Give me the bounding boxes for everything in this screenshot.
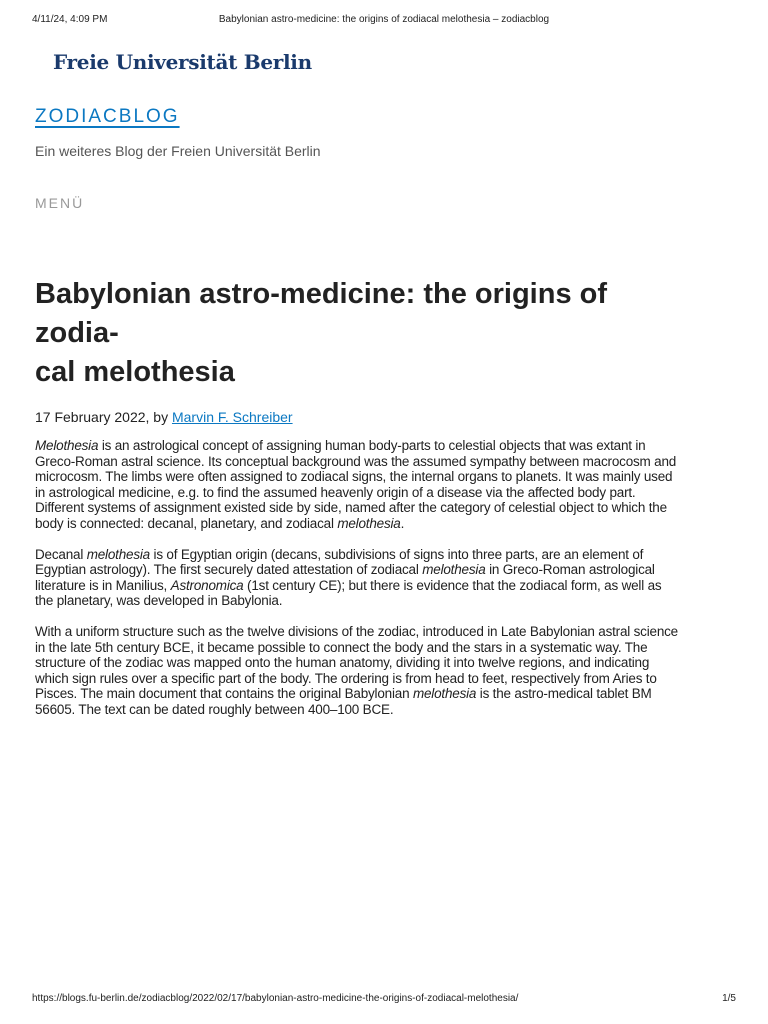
text: is of Egyptian origin (decans, subdivisions of signs into three parts, are an element of Egyptian astrology). The first securely dated attestation of zodiacal <box>35 546 644 578</box>
text: Decanal <box>35 546 87 562</box>
emphasis: melothesia <box>412 686 477 702</box>
post-title <box>35 275 685 392</box>
paragraph-1 <box>35 438 683 532</box>
site-title-link[interactable]: ZODIACBLOG <box>35 106 180 127</box>
post-title-line-2: cal melothesia <box>35 356 235 388</box>
site-tagline: Ein weiteres Blog der Freien Universität Berlin <box>35 143 321 159</box>
post-date: 17 February 2022, by <box>35 409 172 425</box>
text: With a uniform structure such as the twelve divisions of the zodiac, introduced in Late Babylonian astral science in the late 5th century BCE, it became possible to connect the body and the stars in a systematic way. The structure of the zodiac was mapped onto the human anatomy, dividing it into twelve regions, and indicating which sign rules over a specific part of the body. The ordering is from head to feet, respectively from Aries to Pisces. The main document that contains the original Babylonian <box>35 623 678 702</box>
print-url: https://blogs.fu-berlin.de/zodiacblog/2022/02/17/babylonian-astro-medicine-the-origins-of-zodiacal-melothesia/ <box>32 993 519 1004</box>
emphasis: melothesia <box>422 562 486 578</box>
post-title-line-1: Babylonian astro-medicine: the origins of zodia- <box>35 278 608 349</box>
text: (1st century CE); but there is evidence that the zodiacal form, as well as the planetary, was developed in Babylonia. <box>35 577 662 609</box>
emphasis: melothesia <box>86 546 150 562</box>
post-meta <box>35 409 293 425</box>
emphasis: melothesia <box>337 515 401 531</box>
menu-toggle-button[interactable]: MENÜ <box>35 195 85 211</box>
emphasis: Astronomica <box>170 577 244 593</box>
text: is the astro-medical tablet BM 56605. The text can be dated roughly between 400–100 BCE. <box>35 686 652 717</box>
text: is an astrological concept of assigning human body-parts to celestial objects that was extant in Greco-Roman astral science. Its conceptual background was the assumed sympathy between macrocosm and microcosm. The limbs were often assigned to zodiacal signs, the internal organs to planets. It was mainly used in astrological medicine, e.g. to find the assumed heavenly origin of a disease via the affected body part. Different systems of assignment existed side by side, named after the category of celestial object to which the body is connected: decanal, planetary, and zodiacal <box>35 438 677 531</box>
post-content <box>35 438 683 733</box>
emphasis: Melothesia <box>35 438 99 453</box>
author-link[interactable]: Marvin F. Schreiber <box>171 409 293 425</box>
print-page-number: 1/5 <box>722 993 736 1004</box>
text: in Greco-Roman astrological literature is in Manilius, <box>35 562 655 593</box>
print-page-title: Babylonian astro-medicine: the origins of zodiacal melothesia – zodiacblog <box>218 14 550 25</box>
text: . <box>400 515 405 531</box>
paragraph-2 <box>35 547 683 609</box>
university-logo[interactable]: Freie Universität Berlin <box>53 50 312 74</box>
paragraph-3 <box>35 624 683 718</box>
print-datetime: 4/11/24, 4:09 PM <box>32 14 108 25</box>
